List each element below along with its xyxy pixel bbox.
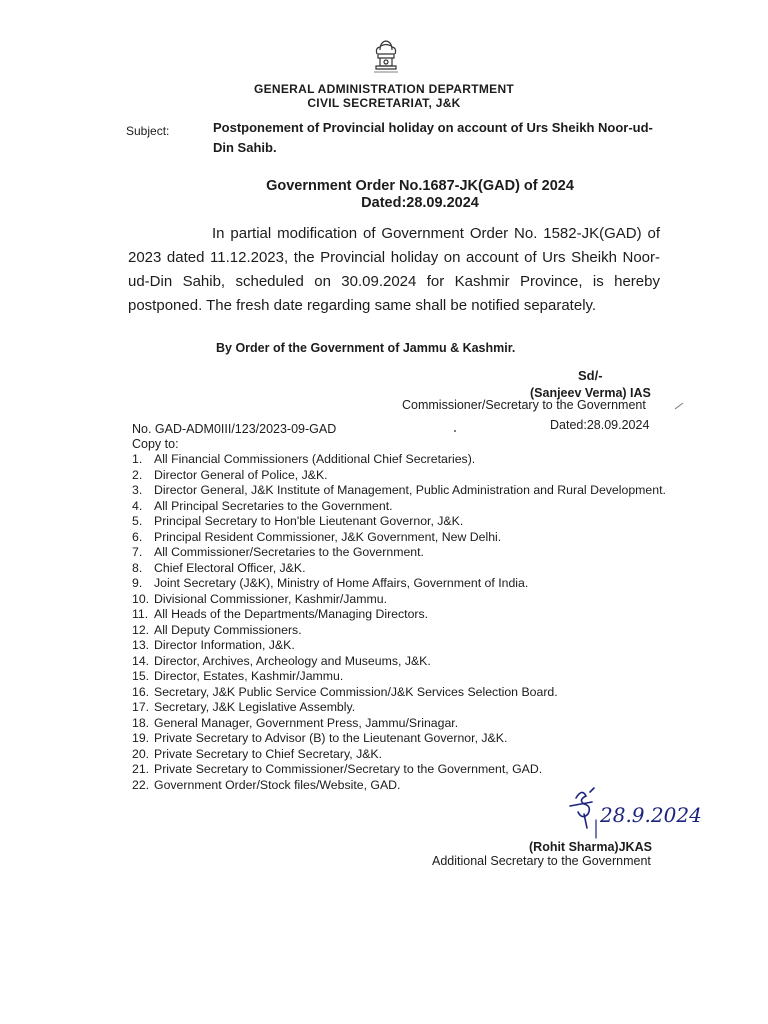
- copy-list-item: [132, 685, 672, 701]
- copy-list-text: Director General of Police, J&K.: [154, 467, 328, 482]
- copy-list-number: 5.: [132, 514, 143, 528]
- copy-list-item: [132, 514, 672, 530]
- copy-list-text: Principal Resident Commissioner, J&K Government, New Delhi.: [154, 529, 502, 544]
- copy-list-number: 6.: [132, 529, 143, 544]
- copy-list-number: 3.: [132, 483, 143, 497]
- copy-list-number: 8.: [132, 560, 143, 575]
- copy-list-item: [132, 716, 672, 732]
- copy-list-item: [132, 452, 672, 468]
- copy-list-number: 2.: [132, 467, 143, 482]
- copy-list-text: Private Secretary to Advisor (B) to the Lieutenant Governor, J&K.: [154, 731, 508, 745]
- copy-list-number: 1.: [132, 452, 143, 466]
- copy-list-item: [132, 731, 672, 747]
- copy-list-number: 11.: [132, 607, 149, 621]
- copy-list-number: 16.: [132, 684, 150, 699]
- signatory2-name: (Rohit Sharma)JKAS: [529, 840, 652, 854]
- copy-list-item: [132, 654, 672, 670]
- stray-dot: [454, 430, 456, 432]
- body-paragraph-text: In partial modification of Government Order No. 1582-JK(GAD) of 2023 dated 11.12.2023, the Provincial holiday on account of Urs Sheikh Noor-ud-Din Sahib, scheduled on 30.09.2024 for Kashmir Province, is hereby postponed. The fresh date regarding same shall be notified separately.: [128, 225, 660, 314]
- order-dated: Dated:28.09.2024: [361, 195, 479, 211]
- handwritten-signature: [560, 784, 710, 840]
- reference-number: No. GAD-ADM0III/123/2023-09-GAD: [132, 422, 337, 436]
- copy-list-number: 4.: [132, 498, 143, 513]
- copy-to-label: Copy to:: [132, 437, 179, 451]
- copy-list-item: [132, 576, 672, 592]
- copy-list-text: Joint Secretary (J&K), Ministry of Home Affairs, Government of India.: [154, 576, 529, 590]
- copy-list-text: Private Secretary to Chief Secretary, J&K.: [154, 746, 383, 761]
- copy-list-number: 10.: [132, 591, 150, 606]
- copy-list-item: [132, 747, 672, 763]
- copy-list-text: All Financial Commissioners (Additional Chief Secretaries).: [154, 452, 476, 466]
- stray-mark: [674, 402, 684, 410]
- copy-list-text: Director, Estates, Kashmir/Jammu.: [154, 669, 344, 683]
- copy-list-text: Divisional Commissioner, Kashmir/Jammu.: [154, 591, 388, 606]
- subject-label: Subject:: [126, 124, 170, 138]
- order-title: Government Order No.1687-JK(GAD) of 2024: [266, 178, 574, 194]
- subject-text: Postponement of Provincial holiday on account of Urs Sheikh Noor-ud-Din Sahib.: [213, 120, 653, 155]
- copy-list-item: [132, 623, 672, 639]
- copy-list-text: Director, Archives, Archeology and Museums, J&K.: [154, 653, 431, 668]
- copy-list-number: 13.: [132, 638, 150, 652]
- copy-list-text: Principal Secretary to Hon'ble Lieutenant Governor, J&K.: [154, 514, 464, 528]
- copy-list-number: 9.: [132, 576, 143, 590]
- copy-list-item: [132, 607, 672, 623]
- signatory2-title: Additional Secretary to the Government: [432, 854, 651, 868]
- copy-list-text: Chief Electoral Officer, J&K.: [154, 560, 306, 575]
- department-name: GENERAL ADMINISTRATION DEPARTMENT: [253, 82, 515, 96]
- signatory1-dated: Dated:28.09.2024: [550, 418, 650, 432]
- sd-mark: Sd/-: [578, 368, 603, 383]
- copy-list-item: [132, 468, 672, 484]
- copy-list-item: [132, 762, 672, 778]
- copy-list-number: 19.: [132, 731, 150, 745]
- copy-list-text: All Commissioner/Secretaries to the Government.: [154, 545, 424, 559]
- body-paragraph: [128, 222, 660, 318]
- copy-list-item: [132, 638, 672, 654]
- signatory1-name: (Sanjeev Verma) IAS: [530, 386, 651, 400]
- by-order-line: By Order of the Government of Jammu & Kashmir.: [216, 341, 516, 355]
- signatory1-title: Commissioner/Secretary to the Government: [402, 398, 646, 412]
- copy-list-number: 17.: [132, 700, 150, 714]
- copy-list: [132, 452, 672, 793]
- copy-list-text: Secretary, J&K Legislative Assembly.: [154, 700, 356, 714]
- copy-list-number: 14.: [132, 653, 150, 668]
- copy-list-text: Private Secretary to Commissioner/Secretary to the Government, GAD.: [154, 762, 543, 776]
- copy-list-number: 21.: [132, 762, 150, 776]
- office-name: CIVIL SECRETARIAT, J&K: [307, 96, 461, 110]
- copy-list-item: [132, 669, 672, 685]
- copy-list-item: [132, 499, 672, 515]
- copy-list-number: 18.: [132, 715, 150, 730]
- copy-list-text: All Heads of the Departments/Managing Directors.: [154, 607, 429, 621]
- copy-list-item: [132, 561, 672, 577]
- copy-list-number: 20.: [132, 746, 150, 761]
- copy-list-item: [132, 592, 672, 608]
- copy-list-item: [132, 700, 672, 716]
- ashoka-emblem-icon: [368, 36, 404, 76]
- copy-list-item: [132, 530, 672, 546]
- copy-list-text: Director General, J&K Institute of Management, Public Administration and Rural Development.: [154, 483, 666, 497]
- copy-list-text: General Manager, Government Press, Jammu/Srinagar.: [154, 715, 459, 730]
- copy-list-item: [132, 545, 672, 561]
- copy-list-text: All Deputy Commissioners.: [154, 622, 302, 637]
- copy-list-text: All Principal Secretaries to the Government.: [154, 498, 393, 513]
- copy-list-text: Director Information, J&K.: [154, 638, 295, 652]
- copy-list-text: Secretary, J&K Public Service Commission/J&K Services Selection Board.: [154, 684, 558, 699]
- handwritten-date: 28.9.2024: [600, 803, 702, 827]
- copy-list-item: [132, 483, 672, 499]
- copy-list-number: 12.: [132, 622, 150, 637]
- copy-list-number: 7.: [132, 545, 143, 559]
- copy-list-number: 15.: [132, 669, 150, 683]
- copy-list-text: Government Order/Stock files/Website, GAD.: [154, 777, 401, 792]
- copy-list-number: 22.: [132, 777, 150, 792]
